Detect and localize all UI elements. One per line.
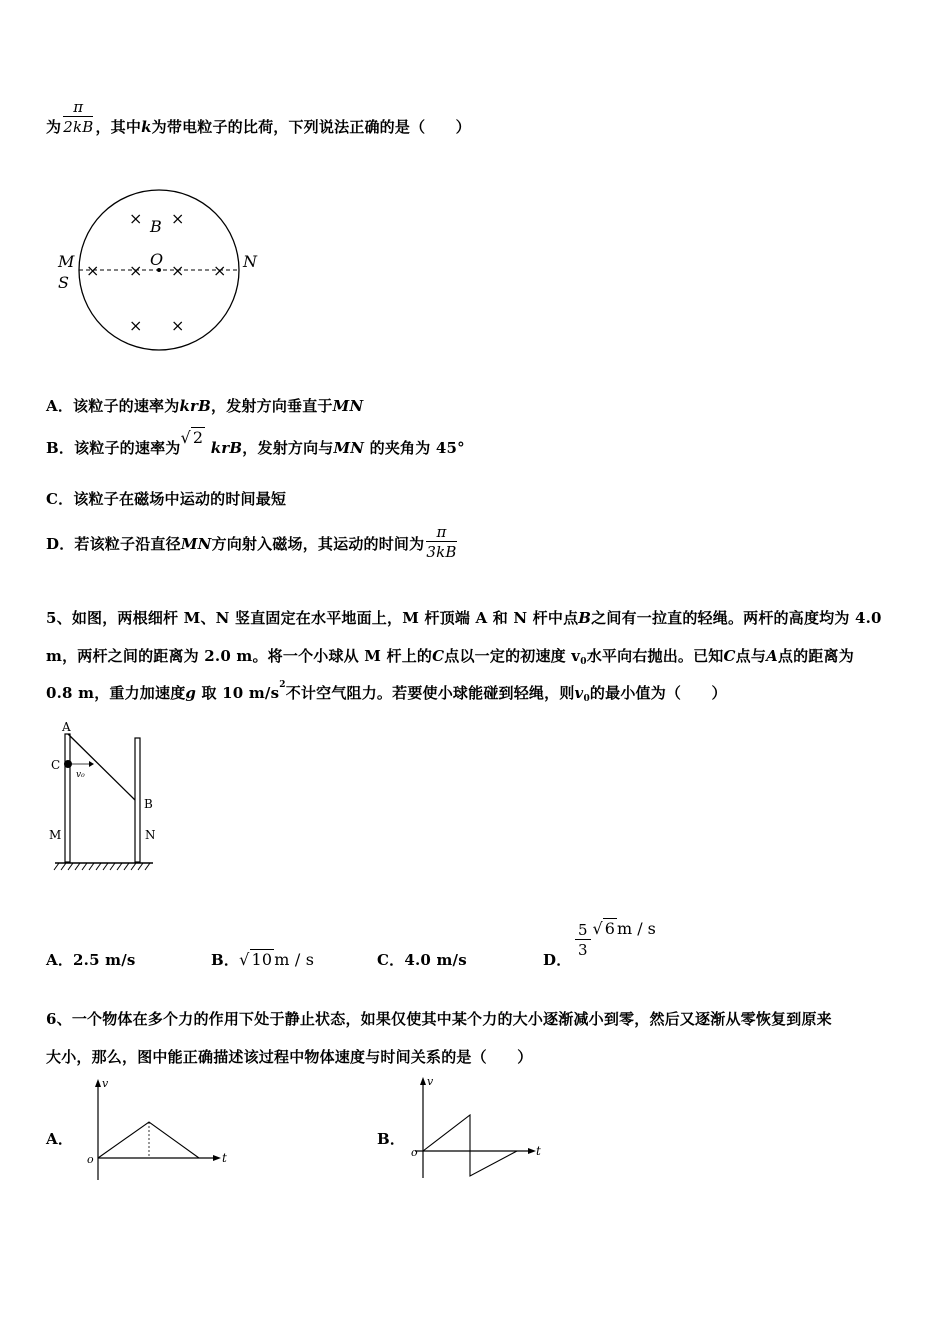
label-t: t: [222, 1151, 227, 1165]
rod-m: [65, 734, 70, 862]
q4-option-b[interactable]: B．该粒子的速率为√ 2 krB，发射方向与MN 的夹角为 45°: [46, 428, 465, 457]
q6-stem-line1: 6、一个物体在多个力的作用下处于静止状态，如果仅使其中某个力的大小逐渐减小到零，然后又逐渐从零恢复到原来: [46, 1010, 832, 1028]
label-c: C: [51, 758, 61, 772]
label-n: N: [243, 252, 257, 271]
cross-mark: ×: [213, 261, 227, 280]
label-v: v: [427, 1075, 434, 1088]
q5-option-d[interactable]: D．: [543, 951, 572, 969]
q5-option-d-value: $\frac{5}{3}$ √ 6 m / s: [573, 922, 656, 958]
q4-option-a[interactable]: A．该粒子的速率为krB，发射方向垂直于MN: [46, 397, 364, 415]
label-b: B: [150, 217, 162, 236]
cross-mark: ×: [86, 261, 100, 280]
q5-stem-line3: 0.8 m，重力加速度g 取 10 $m/s^2$不计空气阻力。若要使小球能碰到轻绳，则$v_0$的最小值为（ ）: [46, 680, 727, 704]
label-n: N: [145, 828, 156, 842]
q4-option-d[interactable]: D．若该粒子沿直径MN方向射入磁场，其运动的时间为 $\frac{\pi}{3kB}$: [46, 523, 457, 561]
label-v0: v₀: [76, 770, 85, 780]
label-s: S: [58, 273, 69, 292]
v-t-curve: [98, 1122, 199, 1158]
q5-stem-line1: 5、如图，两根细杆 M、N 竖直固定在水平地面上，M 杆顶端 A 和 N 杆中点B之间有一拉直的轻绳。两杆的高度均为 4.0: [46, 609, 882, 627]
q4-fraction: $\frac{\pi}{2kB}$: [63, 98, 94, 136]
cross-mark: ×: [129, 261, 143, 280]
label-o: o: [87, 1153, 94, 1166]
v-t-curve: [423, 1115, 517, 1176]
label-o: o: [411, 1146, 418, 1159]
q4-prefix: 为: [46, 118, 62, 136]
label-v: v: [102, 1077, 109, 1090]
label-m: M: [49, 828, 62, 842]
q6-option-a[interactable]: A．: [46, 1130, 74, 1148]
label-a: A: [62, 720, 71, 734]
sqrt-2: √ 2: [180, 428, 204, 447]
label-t: t: [536, 1144, 541, 1158]
q6-graph-a[interactable]: [85, 1075, 235, 1185]
q6-stem-line2: 大小，那么，图中能正确描述该过程中物体速度与时间关系的是（ ）: [46, 1048, 533, 1066]
cross-mark: ×: [129, 316, 143, 335]
q5-option-b[interactable]: B．√ 10 m / s: [211, 950, 315, 969]
cross-mark: ×: [171, 316, 185, 335]
cross-mark: ×: [129, 209, 143, 228]
ground-hatch: [54, 863, 150, 870]
ball: [64, 760, 72, 768]
label-m: M: [58, 252, 75, 271]
rod-n: [135, 738, 140, 862]
cross-mark: ×: [171, 261, 185, 280]
q5-option-a[interactable]: A．2.5 m/s: [46, 951, 136, 969]
q5-stem-line2: m，两杆之间的距离为 2.0 m。将一个小球从 M 杆上的C点以一定的初速度 $v_0$水平向右抛出。已知C点与A点的距离为: [46, 647, 854, 667]
q4-magnetic-field-diagram: [50, 185, 270, 360]
q4-d-fraction: $\frac{\pi}{3kB}$: [426, 523, 457, 561]
q5-option-c[interactable]: C．4.0 m/s: [377, 951, 467, 969]
q6-option-b[interactable]: B．: [377, 1130, 406, 1148]
rope: [68, 734, 135, 800]
q5-rods-diagram: [45, 718, 165, 883]
q6-graph-b[interactable]: [405, 1073, 550, 1183]
q4-stem: 为 $\frac{\pi}{2kB}$ ，其中k为带电粒子的比荷，下列说法正确的是（ ）: [46, 98, 471, 136]
label-o: O: [150, 250, 164, 269]
q4-option-c[interactable]: C．该粒子在磁场中运动的时间最短: [46, 490, 287, 508]
label-b: B: [144, 797, 153, 811]
cross-mark: ×: [171, 209, 185, 228]
